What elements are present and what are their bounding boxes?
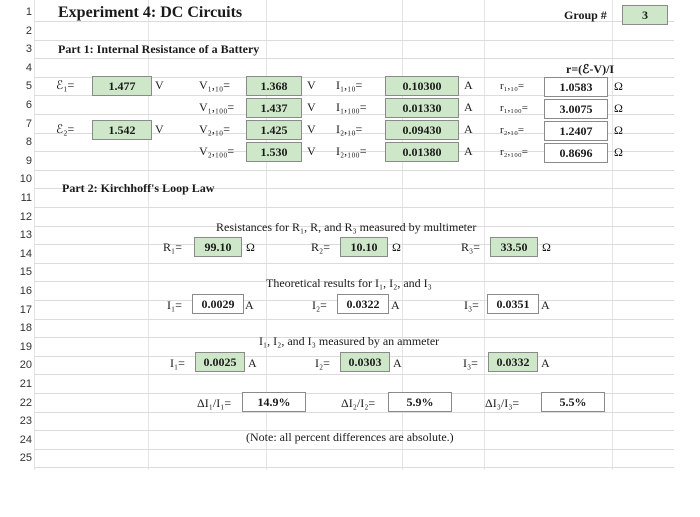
grid-line <box>34 58 674 59</box>
voltage-label: V₁,₁₀₀= <box>199 100 235 114</box>
current-unit: A <box>464 100 473 114</box>
theoretical-unit: A <box>245 298 254 312</box>
row-number: 5 <box>25 80 32 92</box>
current-label: I₂,₁₀₀= <box>336 144 367 158</box>
resistor-label: R₂= <box>311 240 330 254</box>
emf1-value[interactable]: 1.477 <box>92 76 152 96</box>
row-number: 20 <box>19 359 32 371</box>
part1-title: Part 1: Internal Resistance of a Battery <box>58 42 260 56</box>
resistance-value[interactable]: 3.0075 <box>544 99 608 119</box>
current-label: I₁,₁₀₀= <box>336 100 367 114</box>
theoretical-heading: Theoretical results for I₁, I₂, and I₃ <box>266 276 432 290</box>
current-unit: A <box>464 78 473 92</box>
theoretical-value[interactable]: 0.0351 <box>487 294 539 314</box>
measured-unit: A <box>393 356 402 370</box>
voltage-value[interactable]: 1.368 <box>246 76 302 96</box>
current-label: I₂,₁₀= <box>336 122 363 136</box>
measured-label: I₃= <box>463 356 478 370</box>
row-number: 6 <box>25 99 32 111</box>
emf2-value[interactable]: 1.542 <box>92 120 152 140</box>
grid-line <box>34 263 674 264</box>
row-number: 10 <box>19 173 32 185</box>
measured-unit: A <box>248 356 257 370</box>
difference-label: ΔI₂/I₂= <box>341 396 376 410</box>
row-number: 22 <box>19 397 32 409</box>
measured-value[interactable]: 0.0025 <box>195 352 245 372</box>
voltage-value[interactable]: 1.425 <box>246 120 302 140</box>
grid-line <box>34 207 674 208</box>
emf2-label: ℰ₂= <box>56 122 75 136</box>
resistor-unit: Ω <box>542 240 551 254</box>
row-number: 18 <box>19 322 32 334</box>
resistor-label: R₃= <box>461 240 480 254</box>
part2-title: Part 2: Kirchhoff's Loop Law <box>62 181 215 195</box>
grid-line <box>148 0 149 470</box>
resistor-value[interactable]: 99.10 <box>194 237 242 257</box>
voltage-label: V₂,₁₀= <box>199 122 230 136</box>
resistor-value[interactable]: 33.50 <box>490 237 538 257</box>
difference-label: ΔI₃/I₃= <box>485 396 520 410</box>
emf1-unit: V <box>155 78 164 92</box>
row-number: 7 <box>25 118 32 130</box>
resistor-unit: Ω <box>246 240 255 254</box>
voltage-value[interactable]: 1.437 <box>246 98 302 118</box>
emf1-label: ℰ₁= <box>56 78 75 92</box>
voltage-value[interactable]: 1.530 <box>246 142 302 162</box>
row-number: 25 <box>19 452 32 464</box>
voltage-unit: V <box>307 122 316 136</box>
measured-value[interactable]: 0.0332 <box>488 352 538 372</box>
grid-line <box>34 40 674 41</box>
row-number: 9 <box>25 155 32 167</box>
row-number: 16 <box>19 285 32 297</box>
resistance-label: r₂,₁₀₀= <box>500 146 528 158</box>
resistance-label: r₁,₁₀₀= <box>500 102 528 114</box>
resistance-unit: Ω <box>614 101 623 115</box>
resistance-unit: Ω <box>614 123 623 137</box>
resistor-value[interactable]: 10.10 <box>340 237 388 257</box>
row-number: 4 <box>25 62 32 74</box>
row-number: 3 <box>25 43 32 55</box>
row-number: 2 <box>25 25 32 37</box>
resistor-unit: Ω <box>392 240 401 254</box>
measured-label: I₂= <box>315 356 330 370</box>
measured-label: I₁= <box>170 356 185 370</box>
resistances-heading: Resistances for R₁, R, and R₃ measured by multimeter <box>216 220 477 234</box>
resistance-value[interactable]: 0.8696 <box>544 143 608 163</box>
row-number: 12 <box>19 211 32 223</box>
note-text: (Note: all percent differences are absolute.) <box>246 430 454 444</box>
voltage-unit: V <box>307 100 316 114</box>
theoretical-unit: A <box>541 298 550 312</box>
row-number: 13 <box>19 229 32 241</box>
row-number: 15 <box>19 266 32 278</box>
voltage-label: V₁,₁₀= <box>199 78 230 92</box>
resistance-label: r₂,₁₀= <box>500 124 525 136</box>
measured-heading: I₁, I₂, and I₃ measured by an ammeter <box>259 334 440 348</box>
grid-line <box>34 412 674 413</box>
theoretical-unit: A <box>391 298 400 312</box>
difference-value[interactable]: 5.9% <box>388 392 452 412</box>
row-number: 14 <box>19 248 32 260</box>
voltage-unit: V <box>307 144 316 158</box>
row-number: 8 <box>25 136 32 148</box>
resistance-unit: Ω <box>614 79 623 93</box>
resistance-unit: Ω <box>614 145 623 159</box>
group-label: Group # <box>564 8 607 22</box>
current-unit: A <box>464 144 473 158</box>
theoretical-label: I₂= <box>312 298 327 312</box>
measured-value[interactable]: 0.0303 <box>340 352 390 372</box>
current-value[interactable]: 0.09430 <box>385 120 459 140</box>
difference-value[interactable]: 14.9% <box>242 392 306 412</box>
grid-line <box>34 319 674 320</box>
row-number: 24 <box>19 434 32 446</box>
row-number: 11 <box>20 192 32 204</box>
grid-line <box>34 449 674 450</box>
current-value[interactable]: 0.01330 <box>385 98 459 118</box>
current-value[interactable]: 0.10300 <box>385 76 459 96</box>
resistor-label: R₁= <box>163 240 182 254</box>
emf2-unit: V <box>155 122 164 136</box>
row-number: 21 <box>19 378 32 390</box>
row-number: 1 <box>25 6 32 18</box>
row-number: 17 <box>19 304 32 316</box>
current-value[interactable]: 0.01380 <box>385 142 459 162</box>
row-number: 19 <box>19 341 32 353</box>
resistance-value[interactable]: 1.2407 <box>544 121 608 141</box>
grid-line <box>34 0 35 470</box>
page-title: Experiment 4: DC Circuits <box>58 4 243 21</box>
measured-unit: A <box>541 356 550 370</box>
difference-label: ΔI₁/I₁= <box>197 396 232 410</box>
current-label: I₁,₁₀= <box>336 78 363 92</box>
grid-line <box>34 467 674 468</box>
resistance-formula: r=(ℰ-V)/I <box>566 62 615 76</box>
grid-line <box>34 374 674 375</box>
difference-value[interactable]: 5.5% <box>541 392 605 412</box>
current-unit: A <box>464 122 473 136</box>
theoretical-value[interactable]: 0.0322 <box>337 294 389 314</box>
group-value[interactable]: 3 <box>622 5 668 25</box>
theoretical-value[interactable]: 0.0029 <box>192 294 244 314</box>
resistance-value[interactable]: 1.0583 <box>544 77 608 97</box>
theoretical-label: I₁= <box>167 298 182 312</box>
theoretical-label: I₃= <box>464 298 479 312</box>
grid-line <box>34 170 674 171</box>
resistance-label: r₁,₁₀= <box>500 80 525 92</box>
row-number: 23 <box>19 415 32 427</box>
voltage-unit: V <box>307 78 316 92</box>
voltage-label: V₂,₁₀₀= <box>199 144 235 158</box>
